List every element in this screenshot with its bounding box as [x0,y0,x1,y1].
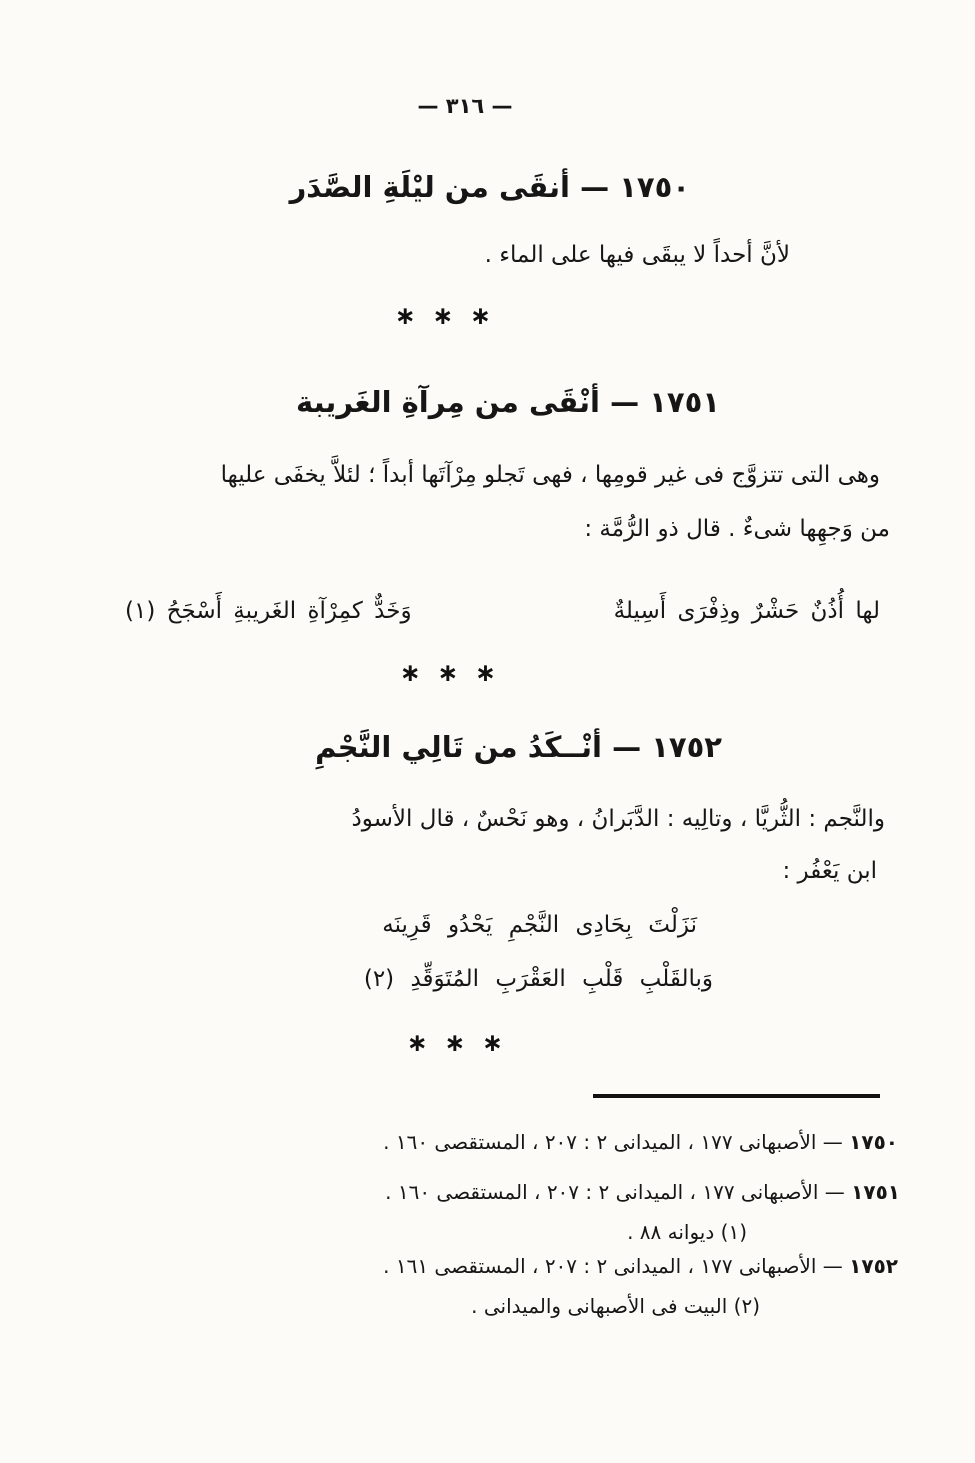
footnote-number: ١٧٥٢ [849,1254,898,1278]
proverb-heading-1750: ١٧٥٠ — أنقَى من ليْلَةِ الصَّدَر [289,170,690,204]
proverb-heading-1751: ١٧٥١ — أنْقَى من مِرآةِ الغَريبة [296,385,720,419]
proverb-heading-1752: ١٧٥٢ — أنْــكَدُ من تَالِي النَّجْمِ [315,730,722,764]
footnote-number: ١٧٥٠ [849,1130,898,1154]
footnote-entry-1752 [383,1254,898,1278]
footnote-entry-1750 [383,1130,898,1154]
footnote-entry-1751 [385,1180,900,1204]
footnote-text: — الأصبهانى ١٧٧ ، الميدانى ٢ : ٢٠٧ ، المستقصى ١٦٠ . [385,1180,845,1204]
proverb-body-1752-line-2: ابن يَعْفُر : [782,858,877,884]
verse-1752-line-1: نَزَلْتَ بِحَادِى النَّجْمِ يَحْدُو قَرِينَه [382,912,697,938]
proverb-body-1751-line-1: وهى التى تتزوَّج فى غير قومِها ، فهى تَجلو مِرْآتَها أبداً ؛ لئلاَّ يخفَى عليها [220,462,880,488]
verse-hemistich-right: لها أُذُنٌ حَشْرٌ وذِفْرَى أَسِيلةٌ [613,598,880,624]
footnote-entry-note-1 [627,1220,747,1244]
footnote-entry-note-2 [471,1294,760,1318]
page-number: — ٣١٦ — [417,94,513,118]
proverb-body-1750: لأنَّ أحداً لا يبقَى فيها على الماء . [484,242,790,268]
footnote-divider-rule [593,1094,880,1098]
footnote-text: (١) ديوانه ٨٨ . [627,1220,747,1244]
verse-hemistich-left: وَخَدٌّ كمِرْآةِ الغَريبةِ أَسْجَحُ (١) [125,598,412,624]
verse-1751 [125,598,880,624]
section-separator-stars: ∗ ∗ ∗ [406,1028,507,1057]
proverb-body-1752-line-1: والنَّجم : الثُّريَّا ، وتالِيه : الدَّبَرانُ ، وهو نَحْسٌ ، قال الأسودُ [351,806,885,832]
section-separator-stars: ∗ ∗ ∗ [399,658,500,687]
section-separator-stars: ∗ ∗ ∗ [394,301,495,330]
footnote-number: ١٧٥١ [851,1180,900,1204]
footnote-text: (٢) البيت فى الأصبهانى والميدانى . [471,1294,760,1318]
footnote-text: — الأصبهانى ١٧٧ ، الميدانى ٢ : ٢٠٧ ، المستقصى ١٦١ . [383,1254,843,1278]
verse-1752-line-2: وَبالقَلْبِ قَلْبِ العَقْرَبِ المُتَوَقِّدِ (٢) [363,966,713,992]
proverb-body-1751-line-2: من وَجهِها شىءٌ . قال ذو الرُّمَّة : [584,516,890,542]
footnote-text: — الأصبهانى ١٧٧ ، الميدانى ٢ : ٢٠٧ ، المستقصى ١٦٠ . [383,1130,843,1154]
